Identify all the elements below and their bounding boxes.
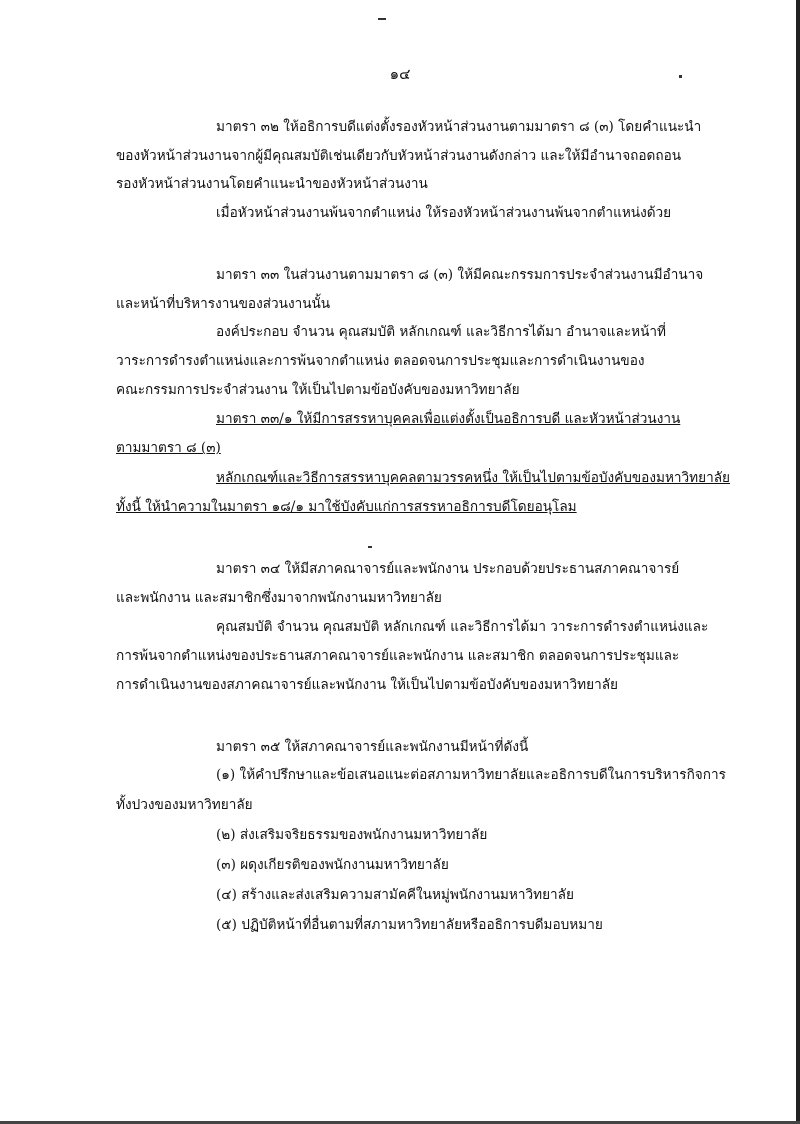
section-34-line-1: มาตรา ๓๔ ให้มีสภาคณาจารย์และพนักงาน ประกอบด้วยประธานสภาคณาจารย์ <box>216 561 680 577</box>
section-35-item-1: (๑) ให้คำปรึกษาและข้อเสนอแนะต่อสภามหาวิทยาลัยและอธิการบดีในการบริหารกิจการ <box>216 767 726 783</box>
section-33-1-line-4: ทั้งนี้ ให้นำความในมาตรา ๑๘/๑ มาใช้บังคับแก่การสรรหาอธิการบดีโดยอนุโลม <box>116 499 577 515</box>
section-34-line-5: การดำเนินงานของสภาคณาจารย์และพนักงาน ให้เป็นไปตามข้อบังคับของมหาวิทยาลัย <box>116 677 619 693</box>
section-32-line-1: มาตรา ๓๒ ให้อธิการบดีแต่งตั้งรองหัวหน้าส่วนงานตามมาตรา ๘ (๓) โดยคำแนะนำ <box>216 119 702 135</box>
section-33-1-line-3: หลักเกณฑ์และวิธีการสรรหาบุคคลตามวรรคหนึ่ง ให้เป็นไปตามข้อบังคับของมหาวิทยาลัย <box>216 470 731 486</box>
section-35-line-1: มาตรา ๓๕ ให้สภาคณาจารย์และพนักงานมีหน้าที่ดังนี้ <box>216 739 529 755</box>
section-33-line-2: และหน้าที่บริหารงานของส่วนงานนั้น <box>116 296 331 312</box>
scan-border-right <box>796 0 800 1124</box>
section-34-line-3: คุณสมบัติ จำนวน คุณสมบัติ หลักเกณฑ์ และวิธีการได้มา วาระการดำรงตำแหน่งและ <box>216 619 709 635</box>
section-32-line-3: รองหัวหน้าส่วนงานโดยคำแนะนำของหัวหน้าส่วนงาน <box>116 176 428 192</box>
section-32-line-4: เมื่อหัวหน้าส่วนงานพ้นจากตำแหน่ง ให้รองหัวหน้าส่วนงานพ้นจากตำแหน่งด้วย <box>216 205 672 221</box>
section-33-line-5: คณะกรรมการประจำส่วนงาน ให้เป็นไปตามข้อบังคับของมหาวิทยาลัย <box>116 382 520 398</box>
section-34-line-2: และพนักงาน และสมาชิกซึ่งมาจากพนักงานมหาวิทยาลัย <box>116 590 442 606</box>
section-33-1-line-2: ตามมาตรา ๘ (๓) <box>116 440 221 456</box>
section-35-item-1-cont: ทั้งปวงของมหาวิทยาลัย <box>116 797 253 813</box>
scan-speck <box>378 18 386 20</box>
section-35-item-4: (๔) สร้างและส่งเสริมความสามัคคีในหมู่พนักงานมหาวิทยาลัย <box>216 887 574 903</box>
page-number: ๑๔ <box>389 65 411 83</box>
section-33-1-line-1: มาตรา ๓๓/๑ ให้มีการสรรหาบุคคลเพื่อแต่งตั้งเป็นอธิการบดี และหัวหน้าส่วนงาน <box>216 411 681 427</box>
section-32-line-2: ของหัวหน้าส่วนงานจากผู้มีคุณสมบัติเช่นเดียวกับหัวหน้าส่วนงานดังกล่าว และให้มีอำนาจถอดถอน <box>116 148 682 164</box>
section-33-line-1: มาตรา ๓๓ ในส่วนงานตามมาตรา ๘ (๓) ให้มีคณะกรรมการประจำส่วนงานมีอำนาจ <box>216 267 704 283</box>
section-33-line-3: องค์ประกอบ จำนวน คุณสมบัติ หลักเกณฑ์ และวิธีการได้มา อำนาจและหน้าที่ <box>216 324 666 340</box>
section-33-line-4: วาระการดำรงตำแหน่งและการพ้นจากตำแหน่ง ตลอดจนการประชุมและการดำเนินงานของ <box>116 353 645 369</box>
section-35-item-2: (๒) ส่งเสริมจริยธรรมของพนักงานมหาวิทยาลัย <box>216 827 488 843</box>
section-35-item-3: (๓) ผดุงเกียรติของพนักงานมหาวิทยาลัย <box>216 857 449 873</box>
section-34-line-4: การพ้นจากตำแหน่งของประธานสภาคณาจารย์และพนักงาน และสมาชิก ตลอดจนการประชุมและ <box>116 648 680 664</box>
scan-speck <box>368 546 372 548</box>
section-35-item-5: (๕) ปฏิบัติหน้าที่อื่นตามที่สภามหาวิทยาลัยหรืออธิการบดีมอบหมาย <box>216 917 603 933</box>
